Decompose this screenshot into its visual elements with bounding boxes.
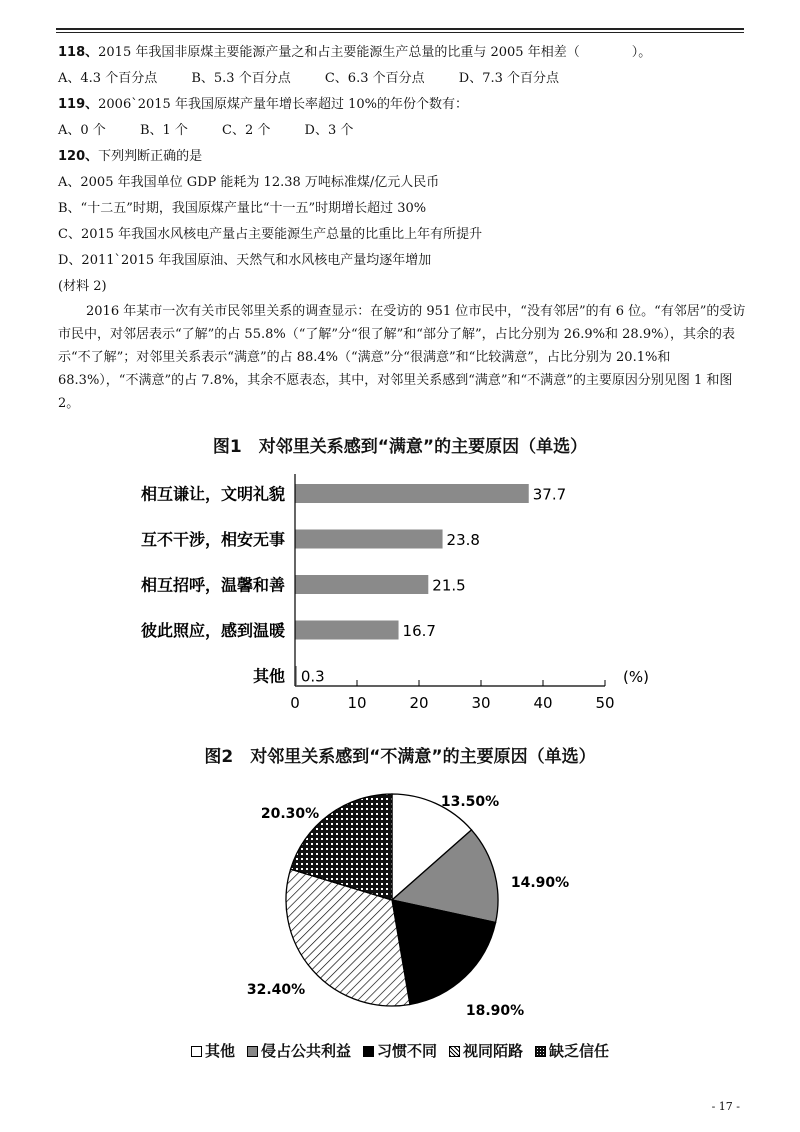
legend-swatch: [449, 1046, 460, 1057]
legend-swatch: [535, 1046, 546, 1057]
bar-chart: [0, 470, 800, 730]
pie-value-label: 14.90%: [510, 875, 570, 891]
x-tick-label: 30: [471, 694, 491, 712]
option-d: D、3 个: [304, 123, 354, 138]
pie-value-label: 20.30%: [260, 806, 320, 822]
pie-value-label: 13.50%: [440, 794, 500, 810]
question-119: 119、2006`2015 年我国原煤产量年增长率超过 10%的年份个数有：: [58, 97, 468, 112]
legend-item: [535, 1042, 609, 1060]
option-b: B、1 个: [139, 123, 188, 138]
x-tick-label: 0: [290, 694, 300, 712]
legend-item: [449, 1042, 523, 1060]
x-tick-label: 20: [409, 694, 429, 712]
legend-label: 习惯不同: [376, 1042, 437, 1060]
material-paragraph: 2016 年某市一次有关市民邻里关系的调查显示：在受访的 951 位市民中，“没有邻居”的有 6 位。“有邻居”的受访市民中，对邻居表示“了解”的占 55.8%（“了解”分“很了解”和“部分了解”，占比分别为 26.9%和 28.9%），其余的表示“不了解”；对邻里关系表示“满意”的占 88.4%（“满意”分“很满意”和“比较满意”，占比分别为 20.1%和 68.3%），“不满意”的占 7.8%，其余不愿表态，其中，对邻里关系感到“满意”和“不满意”的主要原因分别见图 1 和图 2。: [58, 304, 746, 411]
top-rule: [56, 28, 744, 30]
question-120: 120、下列判断正确的是: [58, 149, 203, 164]
bar: [295, 530, 443, 549]
material-label: (材料 2): [58, 279, 107, 294]
bar-value-label: 23.8: [446, 531, 480, 549]
pie-value-label: 32.40%: [246, 982, 306, 998]
legend-label: 其他: [204, 1042, 235, 1060]
option-c: C、2015 年我国水风核电产量占主要能源生产总量的比重比上年有所提升: [58, 227, 483, 242]
option-c: C、6.3 个百分点: [324, 71, 425, 86]
bar-category-label: 相互谦让，文明礼貌: [140, 484, 285, 504]
legend-label: 侵占公共利益: [260, 1042, 351, 1060]
bar-value-label: 0.3: [300, 667, 325, 686]
bar: [295, 484, 529, 503]
bar: [295, 621, 399, 640]
question-118: 118、2015 年我国非原煤主要能源产量之和占主要能源生产总量的比重与 2005 年相差（ ）。: [58, 45, 652, 60]
option-a: A、2005 年我国单位 GDP 能耗为 12.38 万吨标准煤/亿元人民币: [58, 175, 440, 190]
x-tick-label: 50: [595, 694, 615, 712]
axis-unit-label: (%): [623, 668, 649, 686]
legend-swatch: [191, 1046, 202, 1057]
legend-swatch: [247, 1046, 258, 1057]
x-tick-label: 40: [533, 694, 553, 712]
bar-category-label: 彼此照应，感到温暖: [140, 621, 285, 640]
pie-value-label: 18.90%: [465, 1003, 525, 1019]
legend-label: 缺乏信任: [549, 1042, 610, 1060]
page-number: - 17 -: [711, 1100, 740, 1113]
option-d: D、7.3 个百分点: [458, 71, 559, 86]
option-b: B、“十二五”时期，我国原煤产量比“十一五”时期增长超过 30%: [58, 201, 427, 216]
pie-chart-title: 图2 对邻里关系感到“不满意”的主要原因（单选）: [204, 747, 596, 767]
bar-category-label: 相互招呼，温馨和善: [140, 575, 285, 595]
pie-legend: [0, 1040, 800, 1061]
legend-swatch: [363, 1046, 374, 1057]
question-118-options: [58, 70, 589, 88]
legend-item: [363, 1042, 437, 1060]
bar-value-label: 21.5: [432, 576, 466, 595]
bar-category-label: 互不干涉，相安无事: [140, 530, 285, 549]
option-a: A、0 个: [58, 123, 106, 138]
option-b: B、5.3 个百分点: [191, 71, 291, 86]
option-a: A、4.3 个百分点: [58, 71, 158, 86]
bar-category-label: 其他: [252, 666, 285, 686]
top-rule-thin: [56, 32, 744, 33]
bar-chart-title: 图1 对邻里关系感到“满意”的主要原因（单选）: [212, 437, 588, 457]
legend-label: 视同陌路: [463, 1042, 524, 1060]
bar-value-label: 37.7: [532, 485, 567, 504]
bar-value-label: 16.7: [402, 622, 436, 640]
option-d: D、2011`2015 年我国原油、天然气和水风核电产量均逐年增加: [58, 253, 432, 268]
question-119-options: [58, 122, 383, 140]
legend-item: [191, 1042, 235, 1060]
x-tick-label: 10: [347, 694, 367, 712]
option-c: C、2 个: [222, 123, 271, 138]
bar: [295, 575, 428, 594]
legend-item: [247, 1042, 351, 1060]
pie-chart: [0, 772, 800, 1032]
